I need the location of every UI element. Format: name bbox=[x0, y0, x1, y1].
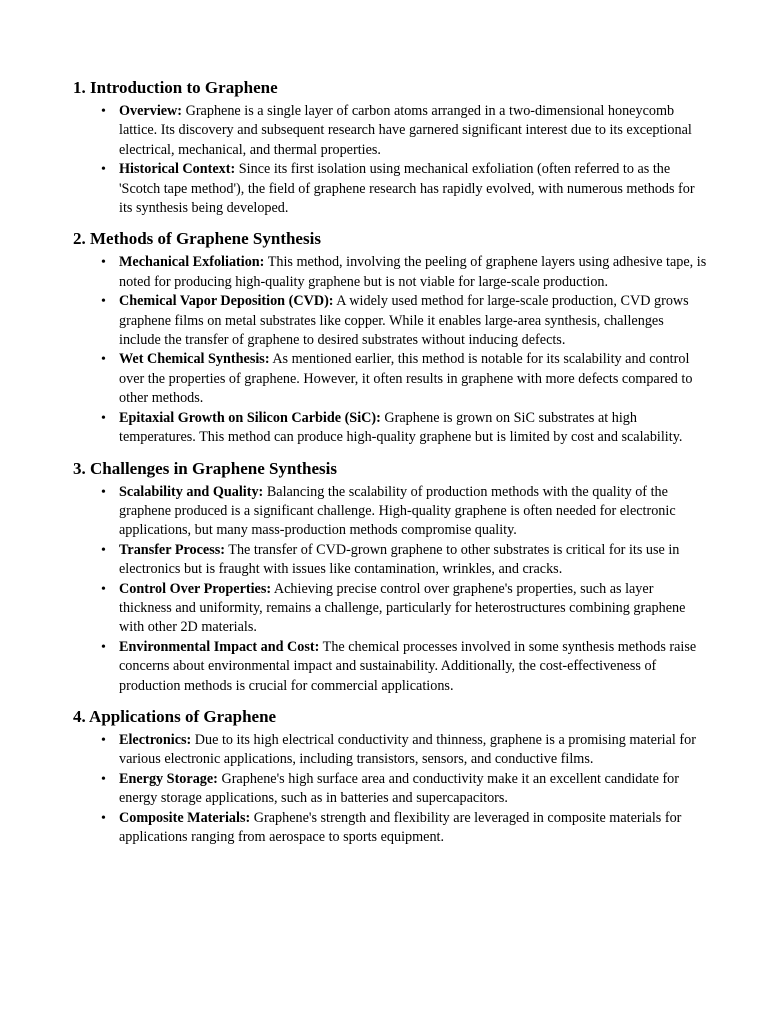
bullet-list bbox=[73, 102, 708, 218]
bullet-icon: • bbox=[101, 771, 106, 787]
item-text: Balancing the scalability of production methods with the quality of the graphene produced is a significant challenge. High-quality graphene is often needed for electronic applications, but many mass-production methods compromise quality. bbox=[119, 483, 676, 539]
section-challenges bbox=[73, 458, 708, 696]
item-term: Control Over Properties: bbox=[119, 580, 272, 597]
item-term: Energy Storage: bbox=[119, 770, 218, 787]
item-text: The chemical processes involved in some synthesis methods raise concerns about environmental impact and sustainability. Additionally, the cost-effectiveness of production methods is crucial for commercial applications. bbox=[119, 638, 697, 694]
bullet-icon: • bbox=[101, 810, 106, 826]
list-item bbox=[101, 253, 708, 292]
item-text: Since its first isolation using mechanical exfoliation (often referred to as the 'Scotch tape method'), the field of graphene research has rapidly evolved, with numerous methods for its synthesis being developed. bbox=[119, 161, 695, 217]
list-item bbox=[101, 409, 708, 448]
bullet-icon: • bbox=[101, 484, 106, 500]
section-title: 1. Introduction to Graphene bbox=[73, 78, 278, 97]
list-item bbox=[101, 483, 708, 541]
item-text: This method, involving the peeling of graphene layers using adhesive tape, is noted for producing high-quality graphene but is not viable for large-scale production. bbox=[119, 254, 707, 290]
section-title: 4. Applications of Graphene bbox=[73, 706, 277, 726]
item-text: Graphene's high surface area and conductivity make it an excellent candidate for energy storage applications, such as in batteries and supercapacitors. bbox=[119, 770, 679, 807]
bullet-icon: • bbox=[101, 410, 106, 426]
list-item bbox=[101, 102, 708, 160]
item-text: A widely used method for large-scale production, CVD grows graphene films on metal substrates like copper. While it enables large-area synthesis, challenges include the transfer of graphene to desired substrates without inducing defects. bbox=[119, 293, 689, 349]
list-item bbox=[101, 292, 708, 350]
list-item bbox=[101, 809, 708, 848]
item-term: Composite Materials: bbox=[119, 809, 251, 826]
item-term: Environmental Impact and Cost: bbox=[119, 638, 320, 655]
item-term: Mechanical Exfoliation: bbox=[119, 254, 265, 271]
item-term: Wet Chemical Synthesis: bbox=[119, 351, 270, 368]
bullet-icon: • bbox=[101, 542, 106, 558]
item-term: Historical Context: bbox=[119, 161, 236, 178]
bullet-icon: • bbox=[101, 162, 106, 178]
section-applications bbox=[73, 706, 708, 847]
item-term: Overview: bbox=[119, 103, 183, 119]
bullet-icon: • bbox=[101, 255, 106, 271]
item-term: Transfer Process: bbox=[119, 541, 225, 558]
bullet-list bbox=[73, 731, 708, 847]
list-item bbox=[101, 580, 708, 638]
list-item bbox=[101, 731, 708, 770]
item-term: Electronics: bbox=[119, 731, 192, 748]
bullet-list bbox=[73, 253, 708, 447]
bullet-icon: • bbox=[101, 639, 106, 655]
bullet-icon: • bbox=[101, 104, 106, 119]
item-term: Scalability and Quality: bbox=[119, 483, 264, 500]
bullet-icon: • bbox=[101, 294, 106, 310]
item-term: Chemical Vapor Deposition (CVD): bbox=[119, 293, 334, 310]
section-title: 3. Challenges in Graphene Synthesis bbox=[73, 458, 338, 478]
item-text: As mentioned earlier, this method is notable for its scalability and control over the properties of graphene. However, it often results in graphene with more defects compared to other methods. bbox=[119, 351, 693, 407]
bullet-icon: • bbox=[101, 581, 106, 597]
section-title: 2. Methods of Graphene Synthesis bbox=[73, 229, 321, 249]
section-methods bbox=[73, 228, 708, 447]
item-text: Due to its high electrical conductivity and thinness, graphene is a promising material for various electronic applications, including transistors, sensors, and conductive films. bbox=[119, 731, 696, 768]
item-text: Achieving precise control over graphene's properties, such as layer thickness and uniformity, remains a challenge, particularly for heterostructures combining graphene with other 2D materials. bbox=[119, 580, 686, 636]
bullet-icon: • bbox=[101, 352, 106, 368]
list-item bbox=[101, 638, 708, 696]
list-item bbox=[101, 770, 708, 809]
item-text: The transfer of CVD-grown graphene to other substrates is critical for its use in electronics but is fraught with issues like contamination, wrinkles, and cracks. bbox=[119, 541, 680, 578]
list-item bbox=[101, 160, 708, 218]
item-term: Epitaxial Growth on Silicon Carbide (SiC): bbox=[119, 409, 381, 426]
bullet-icon: • bbox=[101, 732, 106, 748]
item-text: Graphene's strength and flexibility are leveraged in composite materials for applications ranging from aerospace to sports equipment. bbox=[119, 809, 682, 845]
list-item bbox=[101, 541, 708, 580]
bullet-list bbox=[73, 483, 708, 696]
list-item bbox=[101, 350, 708, 408]
item-text: Graphene is a single layer of carbon atoms arranged in a two-dimensional honeycomb lattice. Its discovery and subsequent research have garnered significant interest due to its exceptional electrical, mechanical, and thermal properties. bbox=[119, 103, 692, 158]
item-text: Graphene is grown on SiC substrates at high temperatures. This method can produce high-quality graphene but is limited by cost and scalability. bbox=[119, 409, 683, 446]
section-introduction bbox=[73, 77, 708, 218]
